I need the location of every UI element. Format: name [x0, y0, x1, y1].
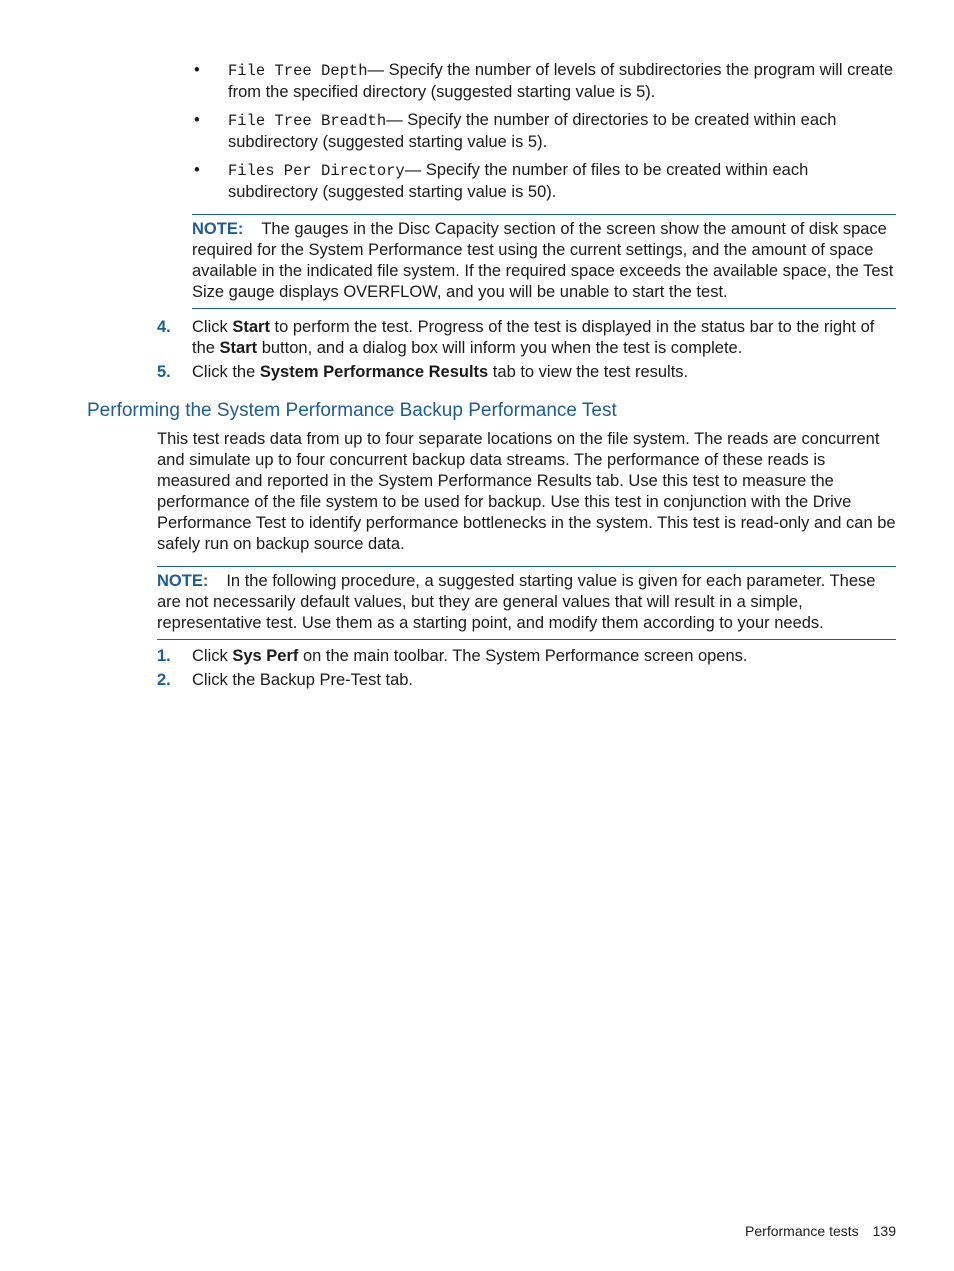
step-number: 1.: [157, 647, 171, 665]
parameter-description: — Specify the number of directories to be created within each subdirectory (suggested starting value is 5).: [228, 111, 837, 151]
page-footer: [745, 1222, 896, 1240]
step-text: button, and a dialog box will inform you when the test is complete.: [257, 339, 743, 357]
step-text: Click: [192, 647, 233, 665]
step-number: 2.: [157, 671, 171, 689]
step-number: 5.: [157, 363, 171, 381]
procedure-steps: [157, 646, 896, 694]
procedure-steps: [157, 317, 896, 386]
section-heading: Performing the System Performance Backup Performance Test: [87, 400, 617, 421]
parameter-bullet-list: [192, 60, 896, 210]
page-number: 139: [872, 1223, 896, 1239]
bullet-icon: •: [194, 111, 200, 129]
note-label: NOTE:: [157, 572, 209, 590]
parameter-description: — Specify the number of levels of subdirectories the program will create from the specified directory (suggested starting value is 5).: [228, 61, 894, 101]
step-text: tab to view the test results.: [488, 363, 689, 381]
parameter-name: File Tree Breadth: [228, 112, 387, 130]
ui-term-start: Start: [219, 339, 258, 357]
parameter-name: File Tree Depth: [228, 62, 368, 80]
step-text: Click: [192, 318, 233, 336]
list-item: [192, 160, 896, 203]
step-text: on the main toolbar. The System Performance screen opens.: [298, 647, 748, 665]
note-starting-values: [157, 566, 896, 640]
step-item: [157, 670, 896, 691]
parameter-name: Files Per Directory: [228, 162, 405, 180]
step-number: 4.: [157, 318, 171, 336]
step-item: [157, 317, 896, 359]
bullet-icon: •: [194, 61, 200, 79]
list-item: [192, 110, 896, 153]
ui-term-sys-perf: Sys Perf: [232, 647, 299, 665]
note-disc-capacity: [192, 214, 896, 309]
step-text: Click the Backup Pre-Test tab.: [192, 671, 414, 689]
ui-term-results-tab: System Performance Results: [259, 363, 489, 381]
body-paragraph: This test reads data from up to four separate locations on the file system. The reads are concurrent and simulate up to four concurrent backup data streams. The performance of these reads is measured and reported in the System Performance Results tab. Use this test to measure the performance of the file system to be used for backup. Use this test in conjunction with the Drive Performance Test to identify performance bottlenecks in the system. This test is read-only and can be safely run on backup source data.: [157, 430, 896, 553]
note-text: The gauges in the Disc Capacity section of the screen show the amount of disk space required for the System Performance test using the current settings, and the amount of space available in the indicated file system. If the required space exceeds the available space, the Test Size gauge displays OVERFLOW, and you will be unable to start the test.: [192, 220, 894, 301]
footer-section-title: Performance tests: [745, 1223, 859, 1239]
step-text: to perform the test. Progress of the test is displayed in the status bar to the right of the: [192, 318, 875, 357]
bullet-icon: •: [194, 161, 200, 179]
ui-term-start: Start: [232, 318, 270, 336]
step-item: [157, 362, 896, 383]
note-label: NOTE:: [192, 220, 244, 238]
list-item: [192, 60, 896, 103]
step-item: [157, 646, 896, 667]
step-text: Click the: [192, 363, 260, 381]
note-text: In the following procedure, a suggested starting value is given for each parameter. These are not necessarily default values, but they are general values that will result in a simple, representative test. Use them as a starting point, and modify them according to your needs.: [157, 572, 876, 632]
parameter-description: — Specify the number of files to be created within each subdirectory (suggested starting value is 50).: [228, 161, 809, 201]
